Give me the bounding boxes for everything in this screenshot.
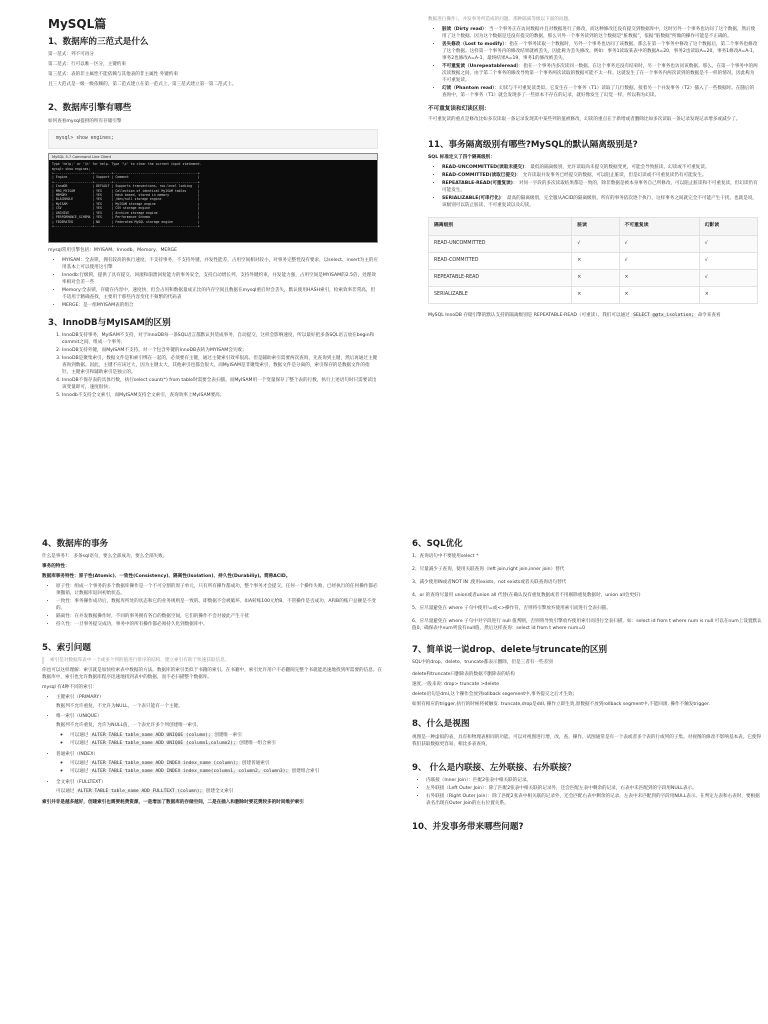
index-label: 唯一索引（UNIQUE） [56,714,102,720]
list-item [70,740,382,747]
list-item: • 右外联接（Right Outer Join）：除了匹配2张表中相关联的记录外，还会匹配右表中剩余的记录，左表中未匹配到的字段用NULL表示。在判定左表和右表时，要根据表名出现在Outer Join的左右位置关系。 [426,793,762,807]
text-line: 5、应尽量避免在 where 子句中使用!=或<>操作符，否则将引擎放弃使用索引而进行全表扫描。 [412,606,611,612]
list-item [56,694,382,710]
text: 创建普通索引 [240,761,270,767]
sub-list [56,760,382,775]
table-cell: × [619,270,699,287]
table-cell: √ [619,235,699,252]
term: 幻读（Phantom read） [442,86,495,91]
term: REPEATABLE-READ(可重复读) [442,181,513,187]
term-desc: ： 最高的隔离级别，完全服从ACID的隔离级别。所有的事务依次逐个执行，这样事务之间就完全不可能产生干扰，也就是说，该级别可以防止脏读、不可重复读以及幻读。 [442,196,758,209]
list-item [442,26,758,40]
list-item: 5. Innodb不支持全文索引，而MyISAM支持全文索引，查询效率上MyISAM要高； [62,392,378,399]
drop-delete-truncate [412,659,762,708]
page-2 [428,16,758,516]
index-desc [56,788,382,795]
list-item: • 原子性：组成一个事务的多个数据库操作是一个不可分割的原子单元，只有所有操作都成功，整个事务才会提交。任何一个操作失败，已经执行的任何操作都必须撤销，让数据库返回初始状态。 [56,583,382,597]
list-item: • Innodb:行级锁，提供了具有提交、回滚和崩溃回复能力的事务安全，支持自动增长列，支持外键约束，并发能力强，占用空间是MYISAM的2.5倍，处理效率相对会差一些 [62,272,378,286]
list-item: • 持久性：一旦事务提交成功，事务中的所有操作都必须持久化到数据库中。 [56,621,382,628]
default-level-tail: 命令来查看 [697,313,721,319]
quote-note: 索引是对数据库表中一个或多个列的值进行排序的结构，建立索引有助于快速获取信息。 [42,657,382,664]
innodb-myisam-list [48,332,378,399]
table-cell: × [699,287,757,304]
index-types-list [42,694,382,795]
sql-tips [412,553,762,632]
term: READ-UNCOMMITTED(读取未提交) [442,165,525,171]
list-item: 1. InnoDB支持事务，MyISAM不支持，对于InnoDB每一条SQL语言都默认封装成事务，自动提交，这样会影响速度，所以最好把多条SQL语言放在begin和commit之间，组成一个事务； [62,332,378,346]
paragraph: 事务的特性： [42,564,70,570]
paragraph: 如何查看mysql提供的所有存储引擎 [48,118,122,124]
paragraph: 数据进行操作），并发事务所造成的问题。那种隔离等级以下面的问题。 [428,17,573,22]
section-heading-7: 7、简单说一说drop、delete与truncate的区别 [412,645,608,656]
inline-code: ALTER TABLE table_name ADD INDEX index_name(column1, column2, column3); [91,769,289,775]
list-item [442,63,758,84]
text-line: 第一范式：列不可再分 [48,52,94,58]
term: 丢失修改（Lost to modify） [442,42,505,47]
text: 可以通过 [70,769,90,775]
paragraph: 什么是事务?： 多条sql语句，要么全部成功，要么全部失败。 [42,554,168,560]
term-desc: ： 允许读取并发事务已经提交的数据，可以阻止脏读，但是幻读或不可重复读仍有可能发生。 [516,173,707,179]
paragraph: SQL 标准定义了四个隔离级别： [428,155,495,161]
table-cell: READ-COMMITTED [429,252,572,269]
terminal-line: | FEDERATED | NO | Federated MySQL storage engine | [52,219,200,224]
page-1 [48,16,378,516]
section-heading-4: 4、数据库的事务 [42,539,109,549]
inline-code: ALTER TABLE table_name ADD INDEX index_name (column); [91,761,239,767]
list-item [442,180,758,194]
text-line: 3、减少使用IN或者NOT IN ,使用exists，not exists或者关联查询语句替代 [412,580,567,586]
default-level-text: MySQL InnoDB 存储引擎的默认支持的隔离级别是 REPEATABLE-READ（可重读）。我们可以通过 [428,313,630,319]
text: 可以通过 [70,733,90,739]
paragraph: 索引并非是越多越好，创建索引也需要耗费资源，一是增加了数据库的存储空间，二是在插入和删除时要花费较多的时间维护索引 [42,800,304,806]
isolation-levels-list [428,164,758,209]
table-cell: REPEATABLE-READ [429,270,572,287]
list-item [442,41,758,62]
text-line: 如果有相应的trigger,执行的时候将被触发. truncate,drop是ddl, 操作立即生效,原数据不放到rollback segment中,不能回滚. 操作不触发trigger. [412,702,710,708]
terminal-line: | BLACKHOLE | YES | /dev/null storage engine | [52,197,200,202]
list-item [56,713,382,747]
terminal-line: | MEMORY | YES | Hash based, stored in memory | [52,193,200,198]
column-header: 隔离级别 [429,218,572,235]
list-item [70,732,382,739]
text-line: 第二范式：行可以唯一区分，主键约束 [48,62,127,68]
list-item [56,779,382,795]
section-heading-3: 3、InnoDB与MyISAM的区别 [48,317,171,328]
section-heading-1: 1、数据库的三范式是什么 [48,37,149,48]
section-heading-11: 11、事务隔离级别有哪些?MySQL的默认隔离级别是? [428,140,638,151]
term: SERIALIZABLE(可串行化) [442,196,501,202]
column-header: 不可重复读 [619,218,699,235]
term: 不可重复读（Unrepeatableread） [442,64,519,69]
list-item: 4. InnoDB不保存表的具体行数，执行select count(*) from table时需要全表扫描。而MyISAM用一个变量保存了整个表的行数，执行上述语句时只需要读出该变量即可，速度很快； [62,377,378,391]
acid-list [42,583,382,628]
list-item: • 内联接（Inner Join）：匹配2张表中相关联的记录。 [426,777,762,784]
terminal-line: | Engine | Support | Comment | [52,175,200,180]
terminal-line: mysql> show engines; [52,166,91,171]
term-desc: ：当一个事务正在访问数据并且对数据进行了修改，而这种修改还没有提交到数据库中，这时另外一个事务也访问了这个数据，然后使用了这个数据。因为这个数据是还没有提交的数据，那么另外一个事务读到的这个数据是“脏数据”，依据“脏数据”所做的操作可能是不正确的。 [442,27,756,39]
table-cell: √ [699,252,757,269]
text-line: 第三范式：表的非主属性不能依赖与其他表的非主属性 外键约束 [48,72,179,78]
text: 可以通过 [56,789,76,795]
normal-forms-list [48,51,378,88]
terminal-line: +--------------------+---------+--------------------------------------------+ [52,171,200,176]
index-desc: 数据列不允许重复，不允许为NULL，一个表只能有一个主键。 [56,704,183,710]
section-heading-8: 8、什么是视图 [412,719,470,730]
term-desc: ：幻读与不可重复读类似。它发生在一个事务（T1）读取了几行数据，接着另一个并发事务（T2）插入了一些数据时。在随后的查询中，第一个事务（T1）就会发现多了一些原本不存在的记录，就好像发生了幻觉一样，所以称为幻读。 [442,86,755,98]
paragraph: 数据库事务特性：原子性(Atomic)、一致性(Consistency)、隔离性(Isolation)、持久性(Durabiliy)。简称ACID。 [42,574,291,580]
terminal-line: | PERFORMANCE_SCHEMA | YES | Performance Schema | [52,215,200,220]
table-row [429,235,758,252]
term-desc: ：指在一个事务读取一个数据时，另外一个事务也访问了该数据，那么在第一个事务中修改了这个数据后，第二个事务也修改了这个数据。这样第一个事务内的修改结果就被丢失，因此称为丢失修改。例如：事务1读取某表中的数据A=20，事务2也读取A=20，事务1修改A=A-1，事务2也修改A=A-1，最终结果A=19，事务1的修改被丢失。 [442,42,758,61]
table-cell: √ [699,235,757,252]
text: 创建全文索引 [204,789,234,795]
terminal-body [49,160,377,230]
table-cell: √ [619,252,699,269]
text: 可以通过 [70,761,90,767]
list-item [442,172,758,179]
list-item: • 左外联接（Left Outer Join）：除了匹配2张表中相关联的记录外，还会匹配左表中剩余的记录，右表中未匹配到的字段用NULL表示。 [426,785,762,792]
text-line: 2、尽量减少子查询，使用关联查询（left join,right join,inner join）替代 [412,567,565,573]
text-line: 6、应尽量避免在 where 子句中对字段进行 null 值判断，否则将导致引擎放弃使用索引而进行全表扫描，如：select id from t where num is null 可以在num上设置默认值0，确保表中num列没有null值，然后这样查询：select id from t where num=0 [412,619,762,632]
text-line: 4、or 的查询尽量用 union或者union all 代替(在确认没有重复数据或者不用剔除重复数据时，union all会更好) [412,593,641,599]
inline-code: ALTER TABLE table_name ADD UNIQUE (column1,column2); [91,741,236,747]
index-desc: 数据列不允许重复，允许为NULL值，一个表允许多个列创建唯一索引。 [56,723,202,729]
concurrency-problems-list [428,26,758,99]
term: READ-COMMITTED(读取已提交) [442,173,517,179]
paragraph: mysql 有4种不同的索引： [42,685,97,691]
table-cell: √ [699,270,757,287]
subheading: 不可重复读和幻读区别： [428,106,490,112]
table-cell: SERIALIZABLE [429,287,572,304]
section-heading-2: 2、数据库引擎有哪些 [48,103,132,114]
section-heading-5: 5、索引问题 [42,643,91,654]
term-desc: ： 最低的隔离级别，允许读取尚未提交的数据变更，可能会导致脏读、幻读或不可重复读。 [524,165,710,171]
table-header-row [429,218,758,235]
inline-code: ALTER TABLE table_name ADD FULLTEXT (column); [77,789,203,795]
terminal-line: +--------------------+---------+--------------------------------------------+ [52,179,200,184]
list-item: 2. InnoDB支持外键，而MyISAM不支持。对一个包含外键的InnoDB表转为MYISAM会失败； [62,347,378,354]
page-4 [412,528,762,1020]
term-desc: ：指在一个事务内多次读同一数据。在这个事务还没有结束时，另一个事务也访问该数据。那么，在第一个事务中的两次读数据之间，由于第二个事务的修改导致第一个事务两次读取的数据可能不太一样。这就发生了在一个事务内两次读到的数据是不一样的情况，因此称为不可重复读。 [442,64,758,83]
text: 创建唯一索引 [212,733,242,739]
text-line: 速度,一般来说: drop> truncate >delete [412,682,500,688]
terminal-line: | MRG_MYISAM | YES | Collection of identical MyISAM tables | [52,188,200,193]
doc-title: MySQL篇 [48,17,107,31]
list-item [56,751,382,775]
sub-list [56,732,382,747]
code-block: mysql> show engines; [48,129,378,149]
list-item: • Memory:全表锁，存储在内容中，速度快，但会占用和数据量成正比的内存空间且数据在mysql重启时会丢失，默认使用HASH索引，检索效率非常高，但不适用于精确查找，主要用于那些内容变化不频繁的代码表 [62,287,378,301]
engine-list [48,257,378,309]
table-cell: × [572,270,619,287]
text: 创建唯一组合索引 [237,741,276,747]
list-item [442,195,758,209]
text-line: 1、查询语句中不要使用select * [412,554,479,560]
text-line: SQL中的drop、delete、truncate都表示删除，但是三者有一些差别 [412,660,553,666]
list-item [442,85,758,99]
isolation-table [428,217,758,304]
terminal-screenshot [48,153,378,243]
terminal-line: | ARCHIVE | YES | Archive storage engine | [52,210,200,215]
inline-code: SELECT @@tx_isolation; [633,313,695,319]
table-cell: × [619,287,699,304]
index-label: 全文索引（FULLTEXT） [56,780,106,786]
terminal-line: +--------------------+---------+--------------------------------------------+ [52,223,200,228]
table-row [429,270,758,287]
list-item: • MYISAM：全表锁，拥有较高的执行速度，不支持事务，不支持外键，并发性能差，占用空间相对较小，对事务完整性没有要求，以select、insert为主的应用基本上可以使用这引擎 [62,257,378,271]
terminal-line: | InnoDB | DEFAULT | Supports transactions, row-level locking | [52,184,200,189]
text: 可以通过 [70,741,90,747]
text-line: delete和truncate只删除表的数据不删除表的结构 [412,672,515,678]
text: 创建组合索引 [290,769,320,775]
table-row [429,252,758,269]
list-item [70,760,382,767]
joins-list [412,777,762,807]
list-item [442,164,758,171]
list-item: 3. InnoDB是聚集索引，数据文件是和索引绑在一起的，必须要有主键，通过主键索引效率很高。但是辅助索引需要两次查询，先查询到主键，然后再通过主键查询到数据。因此，主键不应该过大，因为主键太大，其他索引也都会很大。而MyISAM是非聚集索引，数据文件是分离的，索引保存的是数据文件的指针。主键索引和辅助索引是独立的。 [62,355,378,376]
text-line: delete语句是dml,这个操作会放到rollback segement中,事务提交之后才生效; [412,692,574,698]
terminal-title: MySQL 5.7 Command Line Client [49,154,377,160]
table-cell: READ-UNCOMMITTED [429,235,572,252]
section-heading-6: 6、SQL优化 [412,539,463,549]
column-header: 脏读 [572,218,619,235]
index-label: 普通索引（INDEX） [56,752,98,758]
section-heading-10: 10、并发事务带来哪些问题? [412,821,524,832]
terminal-line: | MyISAM | YES | MyISAM storage engine | [52,201,200,206]
table-cell: √ [572,235,619,252]
paragraph: 视图是一种虚拟的表，具有和物理表相同的功能。可以对视图进行增，改，查，操作，试图通常是有一个表或者多个表的行或列的子集。对视图的修改不影响基本表。它使得我们获取数据更容易，相比多表查询。 [412,734,762,747]
table-cell: × [572,287,619,304]
list-item: • 隔离性：在并发数据操作时，不同的事务拥有各自的数据空间，它们的操作不会对彼此产生干扰 [56,613,382,620]
terminal-line: Type 'help;' or '\h' for help. Type '\c' to clear the current input statement. [52,162,202,167]
paragraph [428,312,758,319]
page-3 [42,528,382,1020]
index-label: 主键索引（PRIMARY） [56,695,104,701]
list-item [70,768,382,775]
table-cell: × [572,252,619,269]
text-line: 且三大范式是一级一级依赖的，第二范式建立在第一范式上，第三范式建立第一第二范式上。 [48,82,237,88]
list-item: • MERGE：是一组MYISAM表的组合 [62,302,378,309]
term: 脏读（Dirty read） [442,27,485,32]
table-row [429,287,758,304]
section-heading-9: 9、 什么是内联接、左外联接、右外联接？ [412,762,576,773]
term-desc: ： 对同一字段的多次读取结果都是一致的，除非数据是被本身事务自己所修改，可以阻止脏读和不可重复读，但幻读仍有可能发生。 [442,181,758,194]
paragraph: 不可重复读的重点是修改比如多次读取一条记录发现其中某些列的值被修改，幻读的重点在于新增或者删除比如多次读取一条记录发现记录增多或减少了。 [428,117,741,123]
paragraph: mysql常用引擎包括：MYISAM、Innodb、Memory、MERGE [48,247,177,253]
paragraph: 你也可以这样理解：索引就是加快检索表中数据的方法。数据库的索引类似于书籍的索引。在书籍中，索引允许用户不必翻阅完整个书就能迅速地找到所需要的信息。在数据库中，索引也允许数据库程序迅速地找到表中的数据，而不必扫描整个数据库。 [42,668,382,681]
list-item: • 一致性：事务操作成功后，数据库所处的状态和它的业务规则是一致的。即数据不会被破坏。如A转账100元给B，不管操作是否成功，A和B的账户总额是不变的。 [56,598,382,612]
inline-code: ALTER TABLE table_name ADD UNIQUE (column); [91,733,211,739]
terminal-line: | CSV | YES | CSV storage engine | [52,206,200,211]
column-header: 幻影读 [699,218,757,235]
